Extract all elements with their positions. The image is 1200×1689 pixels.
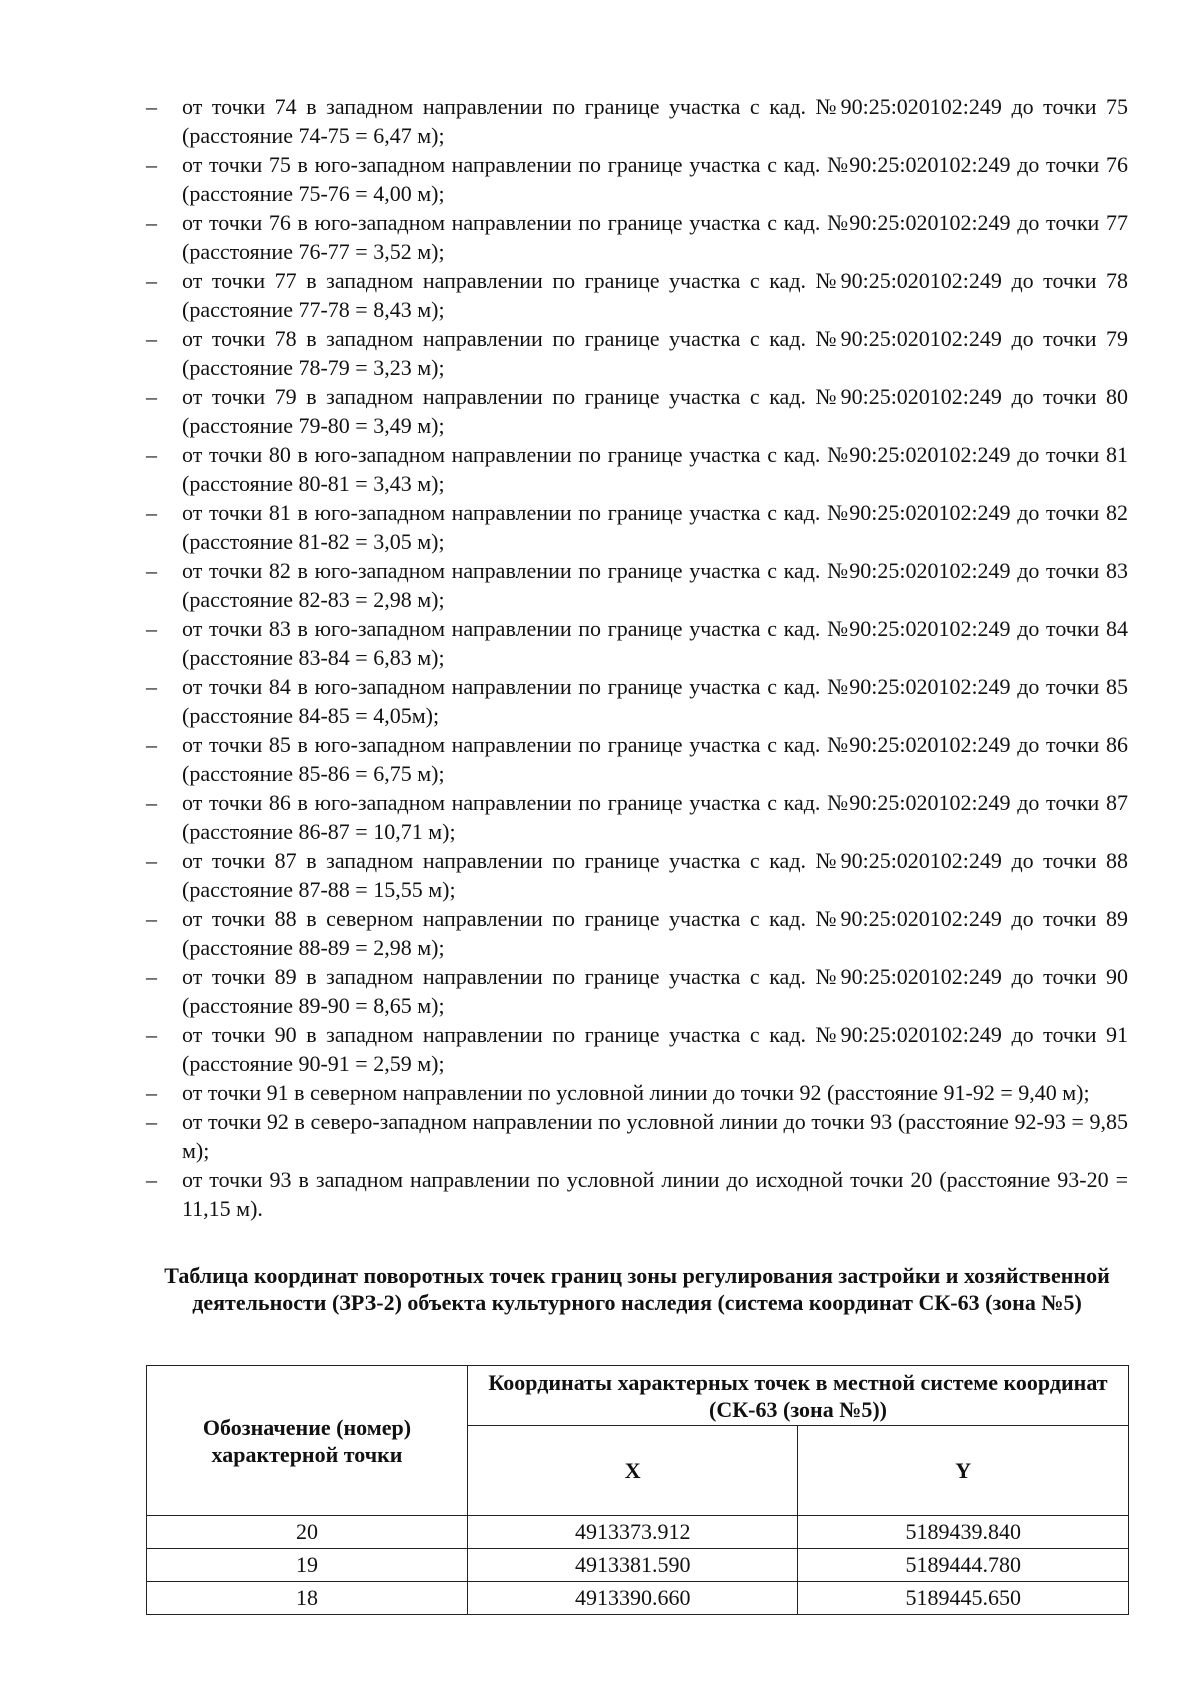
list-dash: – [146,268,157,293]
list-dash: – [146,1080,157,1105]
cell-x: 4913390.660 [468,1582,798,1615]
list-dash: – [146,210,157,235]
list-item-text: от точки 82 в юго-западном направлении по границе участка с кад. №90:25:020102:249 до точки 83 (расстояние 82-83 = 2,98 м); [182,558,1128,612]
list-item-text: от точки 79 в западном направлении по границе участка с кад. №90:25:020102:249 до точки 80 (расстояние 79-80 = 3,49 м); [182,384,1128,438]
list-item [146,324,1128,382]
list-item [146,962,1128,1020]
list-dash: – [146,616,157,641]
list-dash: – [146,906,157,931]
list-dash: – [146,1022,157,1047]
boundary-description-list [146,92,1128,1223]
list-item-text: от точки 92 в северо-западном направлении по условной линии до точки 93 (расстояние 92-93 = 9,85 м); [182,1109,1128,1163]
cell-x: 4913373.912 [468,1516,798,1549]
list-item [146,1020,1128,1078]
list-item-text: от точки 87 в западном направлении по границе участка с кад. №90:25:020102:249 до точки 88 (расстояние 87-88 = 15,55 м); [182,848,1128,902]
list-dash: – [146,674,157,699]
column-header-coordinates: Координаты характерных точек в местной системе координат (СК-63 (зона №5)) [468,1366,1129,1426]
list-item [146,556,1128,614]
list-item [146,498,1128,556]
list-item [146,266,1128,324]
list-item [146,382,1128,440]
cell-point: 18 [147,1582,468,1615]
list-item-text: от точки 85 в юго-западном направлении по границе участка с кад. №90:25:020102:249 до точки 86 (расстояние 85-86 = 6,75 м); [182,732,1128,786]
column-header-y: Y [798,1426,1129,1516]
list-dash: – [146,1167,157,1192]
cell-point: 20 [147,1516,468,1549]
list-item-text: от точки 77 в западном направлении по границе участка с кад. №90:25:020102:249 до точки 78 (расстояние 77-78 = 8,43 м); [182,268,1128,322]
list-dash: – [146,964,157,989]
list-dash: – [146,848,157,873]
list-item [146,846,1128,904]
table-row [147,1549,1129,1582]
cell-y: 5189444.780 [798,1549,1129,1582]
list-item-text: от точки 93 в западном направлении по условной линии до исходной точки 20 (расстояние 93-20 = 11,15 м). [182,1167,1128,1221]
table-row [147,1516,1129,1549]
list-item [146,672,1128,730]
list-item-text: от точки 86 в юго-западном направлении по границе участка с кад. №90:25:020102:249 до точки 87 (расстояние 86-87 = 10,71 м); [182,790,1128,844]
list-item [146,150,1128,208]
list-item-text: от точки 89 в западном направлении по границе участка с кад. №90:25:020102:249 до точки 90 (расстояние 89-90 = 8,65 м); [182,964,1128,1018]
list-item-text: от точки 83 в юго-западном направлении по границе участка с кад. №90:25:020102:249 до точки 84 (расстояние 83-84 = 6,83 м); [182,616,1128,670]
column-header-x: X [468,1426,798,1516]
list-item [146,614,1128,672]
list-dash: – [146,500,157,525]
list-item-text: от точки 90 в западном направлении по границе участка с кад. №90:25:020102:249 до точки 91 (расстояние 90-91 = 2,59 м); [182,1022,1128,1076]
list-item [146,1107,1128,1165]
list-item [146,208,1128,266]
cell-point: 19 [147,1549,468,1582]
cell-x: 4913381.590 [468,1549,798,1582]
coordinates-table [146,1365,1129,1615]
list-item [146,730,1128,788]
list-item-text: от точки 80 в юго-западном направлении по границе участка с кад. №90:25:020102:249 до точки 81 (расстояние 80-81 = 3,43 м); [182,442,1128,496]
list-item-text: от точки 84 в юго-западном направлении по границе участка с кад. №90:25:020102:249 до точки 85 (расстояние 84-85 = 4,05м); [182,674,1128,728]
list-dash: – [146,1109,157,1134]
list-dash: – [146,94,157,119]
list-item [146,440,1128,498]
list-dash: – [146,732,157,757]
cell-y: 5189439.840 [798,1516,1129,1549]
list-item-text: от точки 81 в юго-западном направлении по границе участка с кад. №90:25:020102:249 до точки 82 (расстояние 81-82 = 3,05 м); [182,500,1128,554]
list-item [146,1078,1128,1107]
list-item [146,904,1128,962]
list-item-text: от точки 91 в северном направлении по условной линии до точки 92 (расстояние 91-92 = 9,40 м); [182,1080,1090,1105]
list-item-text: от точки 74 в западном направлении по границе участка с кад. №90:25:020102:249 до точки 75 (расстояние 74-75 = 6,47 м); [182,94,1128,148]
list-dash: – [146,442,157,467]
list-dash: – [146,326,157,351]
list-dash: – [146,790,157,815]
list-dash: – [146,384,157,409]
list-item [146,1165,1128,1223]
cell-y: 5189445.650 [798,1582,1129,1615]
table-row [147,1582,1129,1615]
list-item-text: от точки 75 в юго-западном направлении по границе участка с кад. №90:25:020102:249 до точки 76 (расстояние 75-76 = 4,00 м); [182,152,1128,206]
list-item-text: от точки 76 в юго-западном направлении по границе участка с кад. №90:25:020102:249 до точки 77 (расстояние 76-77 = 3,52 м); [182,210,1128,264]
list-item [146,788,1128,846]
table-heading: Таблица координат поворотных точек границ зоны регулирования застройки и хозяйственной деятельности (ЗРЗ-2) объекта культурного наследия (система координат СК-63 (зона №5) [164,1263,1110,1315]
column-header-point: Обозначение (номер) характерной точки [147,1366,468,1516]
list-dash: – [146,558,157,583]
list-item-text: от точки 78 в западном направлении по границе участка с кад. №90:25:020102:249 до точки 79 (расстояние 78-79 = 3,23 м); [182,326,1128,380]
list-item [146,92,1128,150]
list-item-text: от точки 88 в северном направлении по границе участка с кад. №90:25:020102:249 до точки 89 (расстояние 88-89 = 2,98 м); [182,906,1128,960]
list-dash: – [146,152,157,177]
